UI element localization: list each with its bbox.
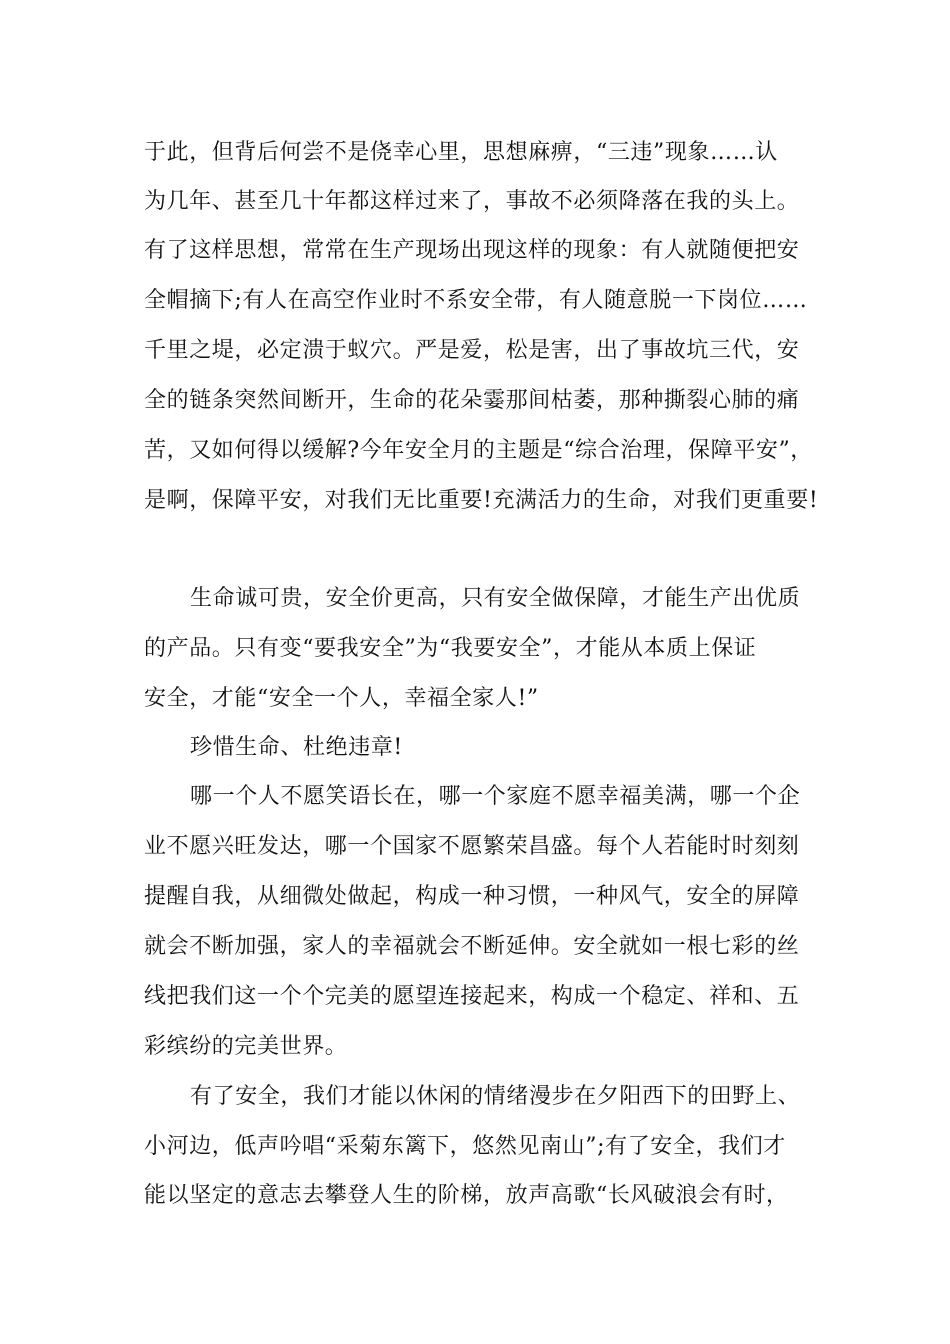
- paragraph-first-line: 生命诚可贵，安全价更高，只有安全做保障，才能生产出优质: [190, 586, 801, 611]
- text-line: 业不愿兴旺发达，哪一个国家不愿繁荣昌盛。每个人若能时时刻刻: [144, 834, 800, 859]
- text-line: 线把我们这一个个完美的愿望连接起来，构成一个稳定、祥和、五: [144, 984, 800, 1009]
- text-line: 千里之堤，必定溃于蚁穴。严是爱，松是害，出了事故坑三代，安: [144, 338, 800, 363]
- text-line: 的产品。只有变“要我安全”为“我要安全”，才能从本质上保证: [144, 636, 757, 661]
- text-line: 小河边，低声吟唱“采菊东篱下，悠然见南山”;有了安全，我们才: [144, 1134, 786, 1159]
- text-line: 能以坚定的意志去攀登人生的阶梯，放声高歌“长风破浪会有时，: [144, 1183, 789, 1208]
- text-line: 有了这样思想，常常在生产现场出现这样的现象：有人就随便把安: [144, 238, 800, 263]
- paragraph-first-line: 有了安全，我们才能以休闲的情绪漫步在夕阳西下的田野上、: [190, 1084, 801, 1109]
- text-line: 于此，但背后何尝不是侥幸心里，思想麻痹，“三违”现象……认: [144, 140, 778, 165]
- text-line: 苦，又如何得以缓解?今年安全月的主题是“综合治理，保障平安”，: [144, 438, 813, 463]
- text-line: 就会不断加强，家人的幸福就会不断延伸。安全就如一根七彩的丝: [144, 934, 800, 959]
- text-line: 全帽摘下;有人在高空作业时不系安全带，有人随意脱一下岗位……: [144, 288, 808, 313]
- text-line: 为几年、甚至几十年都这样过来了，事故不必须降落在我的头上。: [144, 189, 800, 214]
- text-line: 全的链条突然间断开，生命的花朵霎那间枯萎，那种撕裂心肺的痛: [144, 388, 800, 413]
- text-line: 提醒自我，从细微处做起，构成一种习惯，一种风气，安全的屏障: [144, 884, 800, 909]
- paragraph-first-line: 哪一个人不愿笑语长在，哪一个家庭不愿幸福美满，哪一个企: [190, 784, 801, 809]
- text-line: 是啊，保障平安，对我们无比重要!充满活力的生命，对我们更重要!: [144, 488, 819, 513]
- text-line: 安全，才能“安全一个人，幸福全家人!”: [144, 686, 539, 711]
- text-line: 彩缤纷的完美世界。: [144, 1034, 348, 1059]
- heading-line: 珍惜生命、杜绝违章!: [190, 735, 403, 760]
